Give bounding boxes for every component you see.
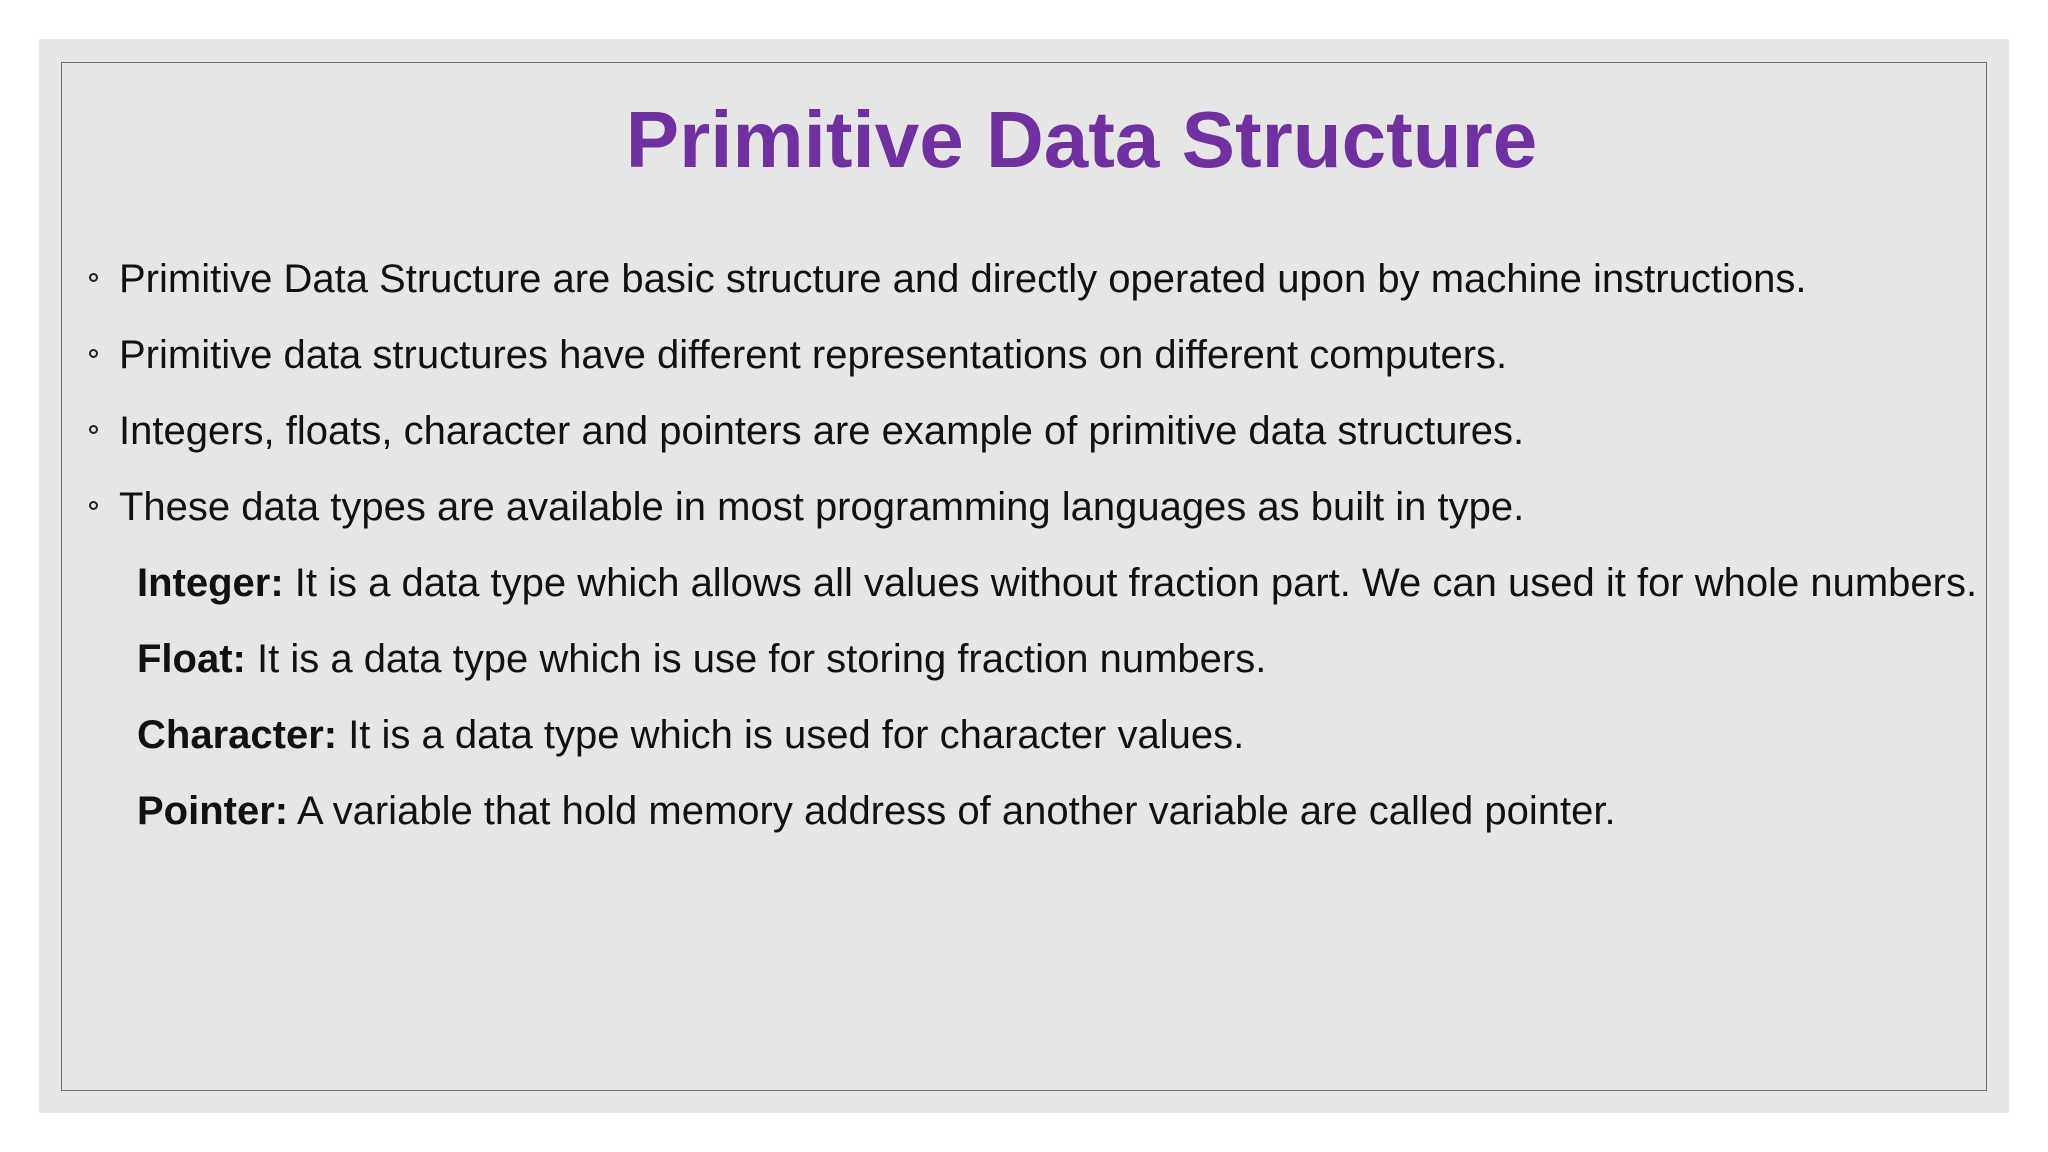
hollow-circle-bullet-icon [89, 349, 98, 358]
hollow-circle-bullet-icon [89, 425, 98, 434]
bullet-item [89, 251, 1989, 307]
definition-pointer [89, 783, 1989, 839]
hollow-circle-bullet-icon [89, 273, 98, 282]
definition-integer [89, 555, 1989, 611]
definition-text: It is a data type which is use for storing fraction numbers. [245, 637, 1267, 681]
definition-term: Character: [137, 713, 338, 757]
definition-term: Integer: [137, 561, 284, 605]
definition-text: A variable that hold memory address of another variable are called pointer. [288, 789, 1616, 833]
bullet-text: Primitive Data Structure are basic structure and directly operated upon by machine instructions. [119, 257, 1807, 301]
bullet-item [89, 327, 1989, 383]
definition-text: It is a data type which allows all values without fraction part. We can used it for whole numbers. [283, 561, 1978, 605]
hollow-circle-bullet-icon [89, 501, 98, 510]
bullet-text: Primitive data structures have different representations on different computers. [119, 333, 1508, 377]
definition-float [89, 631, 1989, 687]
bullet-list [89, 251, 1989, 535]
definition-character [89, 707, 1989, 763]
bullet-text: These data types are available in most programming languages as built in type. [119, 485, 1525, 529]
slide [39, 39, 2009, 1113]
bullet-text: Integers, floats, character and pointers are example of primitive data structures. [119, 409, 1525, 453]
slide-title: Primitive Data Structure [625, 95, 1538, 184]
definition-term: Pointer: [137, 789, 289, 833]
slide-body [89, 251, 1989, 859]
bullet-item [89, 403, 1989, 459]
definition-text: It is a data type which is used for character values. [337, 713, 1245, 757]
bullet-item [89, 479, 1989, 535]
definition-term: Float: [137, 637, 246, 681]
